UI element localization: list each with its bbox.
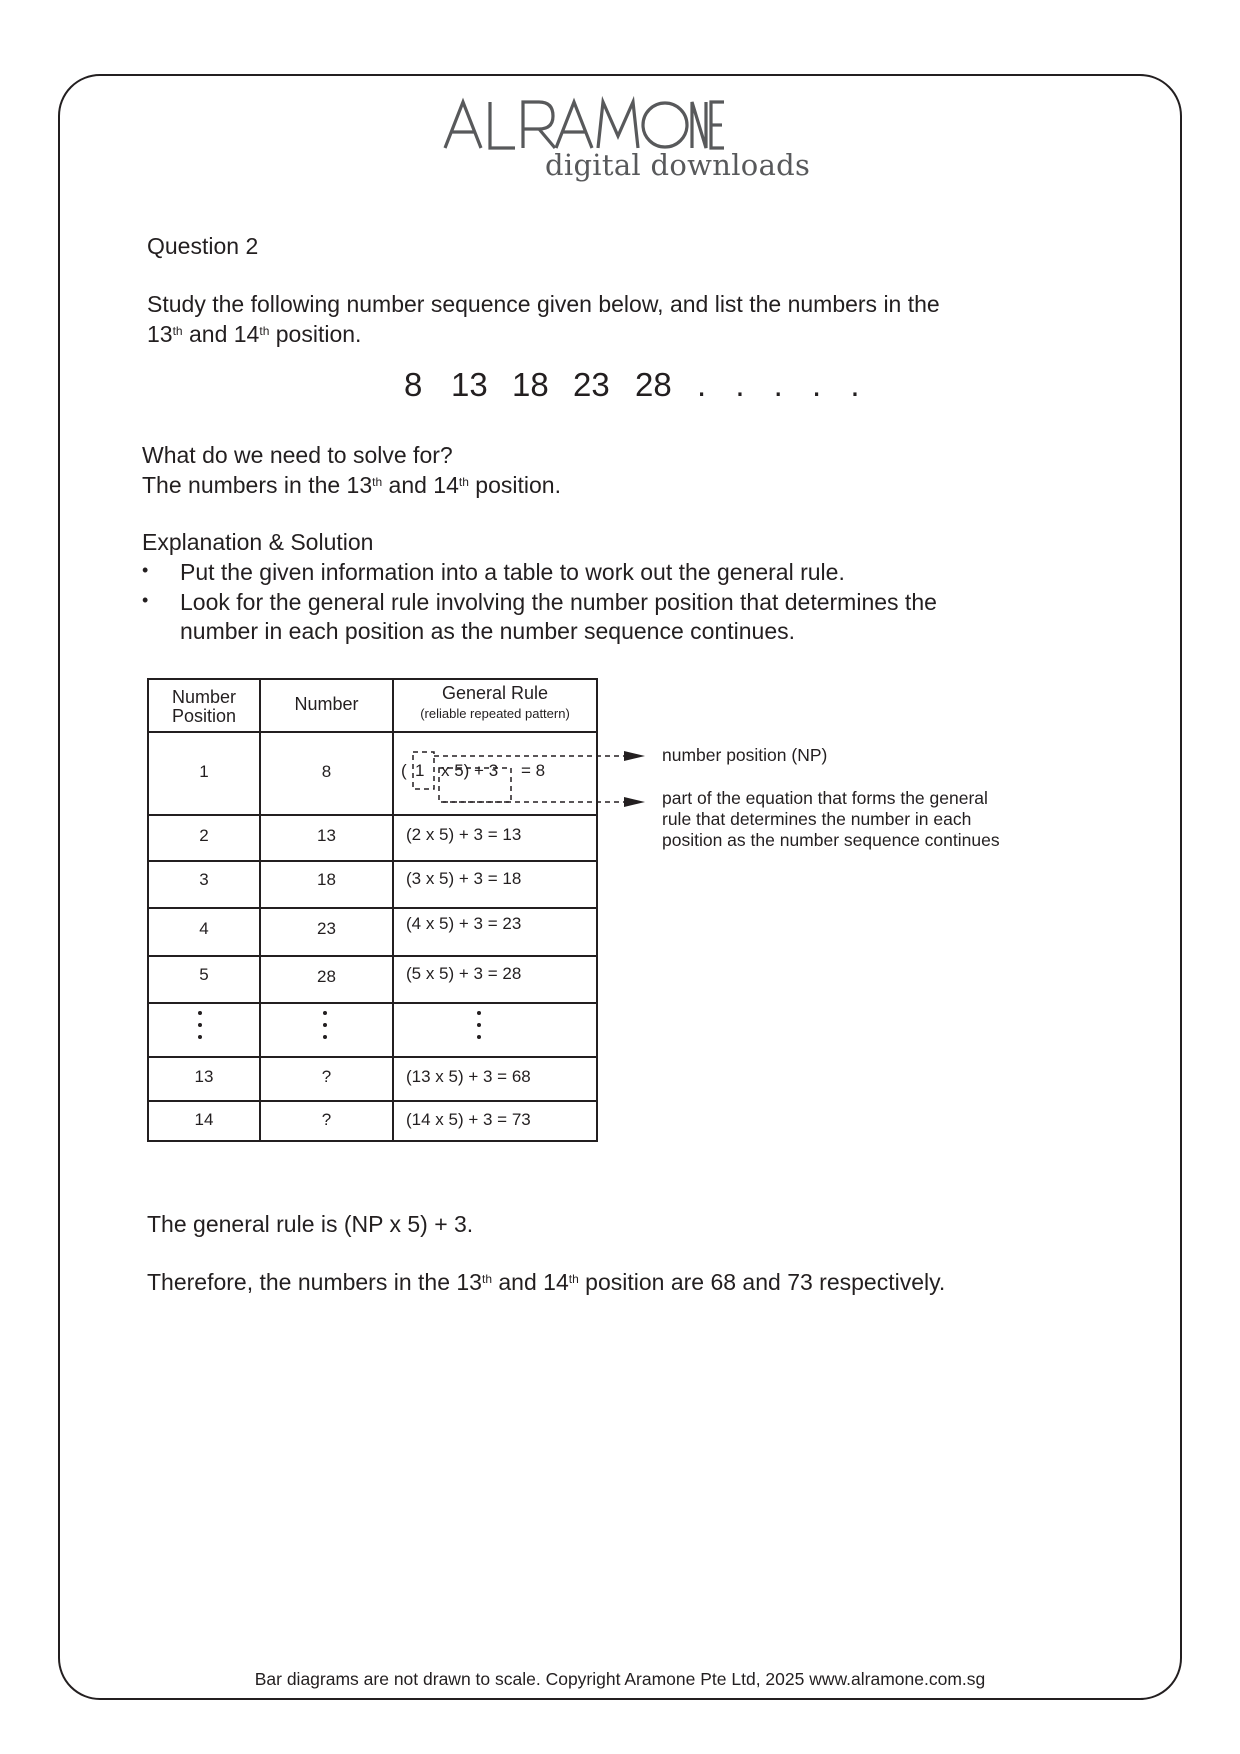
sequence-term-3: 18 bbox=[512, 366, 549, 403]
row-5-position: 5 bbox=[199, 965, 209, 984]
sequence-term-2: 13 bbox=[451, 366, 488, 403]
logo-tagline: digital downloads bbox=[545, 148, 811, 182]
general-rule-statement: The general rule is (NP x 5) + 3. bbox=[147, 1211, 474, 1237]
solve-for-heading: What do we need to solve for? bbox=[142, 442, 453, 468]
sequence-term-1: 8 bbox=[404, 366, 423, 403]
row-14-position: 14 bbox=[194, 1110, 214, 1129]
header-number: Number bbox=[294, 694, 359, 714]
row-14-rule: (14 x 5) + 3 = 73 bbox=[406, 1110, 531, 1129]
row-1-position: 1 bbox=[199, 762, 209, 781]
solve-for-answer: The numbers in the 13th and 14th position. bbox=[142, 472, 561, 498]
row-13-position: 13 bbox=[194, 1067, 214, 1086]
sequence-term-5: 28 bbox=[635, 366, 672, 403]
bullet-marker: • bbox=[142, 590, 149, 610]
row-1-rule-np: 1 bbox=[415, 761, 425, 780]
question-prompt-line1: Study the following number sequence given below, and list the numbers in the bbox=[147, 291, 940, 317]
row-3-rule: (3 x 5) + 3 = 18 bbox=[406, 869, 522, 888]
row-1-rule-result: = 8 bbox=[521, 761, 546, 780]
np-dashed-box bbox=[413, 752, 434, 789]
row-13-number: ? bbox=[321, 1067, 332, 1086]
explanation-heading: Explanation & Solution bbox=[142, 529, 374, 555]
bullet-marker: • bbox=[142, 560, 149, 580]
part-dashed-box bbox=[439, 768, 511, 802]
row-3-position: 3 bbox=[199, 870, 209, 889]
row-13-rule: (13 x 5) + 3 = 68 bbox=[406, 1067, 531, 1086]
header-number-position: Number Position bbox=[171, 687, 237, 726]
row-14-number: ? bbox=[321, 1110, 332, 1129]
explanation-bullet-1: Put the given information into a table to work out the general rule. bbox=[180, 559, 845, 585]
annotation-part-line1: part of the equation that forms the general bbox=[662, 788, 988, 808]
np-arrowhead bbox=[624, 751, 645, 761]
row-1-rule-part: x 5) + 3 bbox=[441, 761, 499, 780]
question-prompt-line2: 13th and 14th position. bbox=[147, 321, 362, 347]
row-2-rule: (2 x 5) + 3 = 13 bbox=[406, 825, 522, 844]
row-5-number: 28 bbox=[317, 967, 336, 986]
row-4-rule: (4 x 5) + 3 = 23 bbox=[406, 914, 522, 933]
row-1-rule-open: ( bbox=[401, 761, 407, 780]
annotation-number-position: number position (NP) bbox=[662, 745, 828, 765]
row-2-number: 13 bbox=[317, 826, 336, 845]
explanation-bullet-2: Look for the general rule involving the number position that determines the bbox=[180, 589, 937, 615]
final-answer: Therefore, the numbers in the 13th and 14th position are 68 and 73 respectively. bbox=[147, 1269, 946, 1295]
annotation-part-line3: position as the number sequence continues bbox=[662, 830, 1000, 850]
sequence-term-4: 23 bbox=[573, 366, 610, 403]
header-general-rule: General Rule (reliable repeated pattern) bbox=[420, 683, 570, 721]
row-4-number: 23 bbox=[317, 919, 336, 938]
part-arrowhead bbox=[624, 797, 645, 807]
row-3-number: 18 bbox=[317, 870, 336, 889]
sequence-ellipsis: . . . . . bbox=[697, 366, 870, 403]
footer-copyright: Bar diagrams are not drawn to scale. Copyright Aramone Pte Ltd, 2025 www.alramone.com.sg bbox=[254, 1669, 986, 1689]
row-1-number: 8 bbox=[321, 762, 332, 781]
row-4-position: 4 bbox=[199, 919, 209, 938]
row-2-position: 2 bbox=[199, 826, 209, 845]
question-label: Question 2 bbox=[147, 233, 259, 259]
explanation-bullet-2-cont: number in each position as the number sequence continues. bbox=[180, 618, 796, 644]
annotation-part-line2: rule that determines the number in each bbox=[662, 809, 972, 829]
row-5-rule: (5 x 5) + 3 = 28 bbox=[406, 964, 522, 983]
